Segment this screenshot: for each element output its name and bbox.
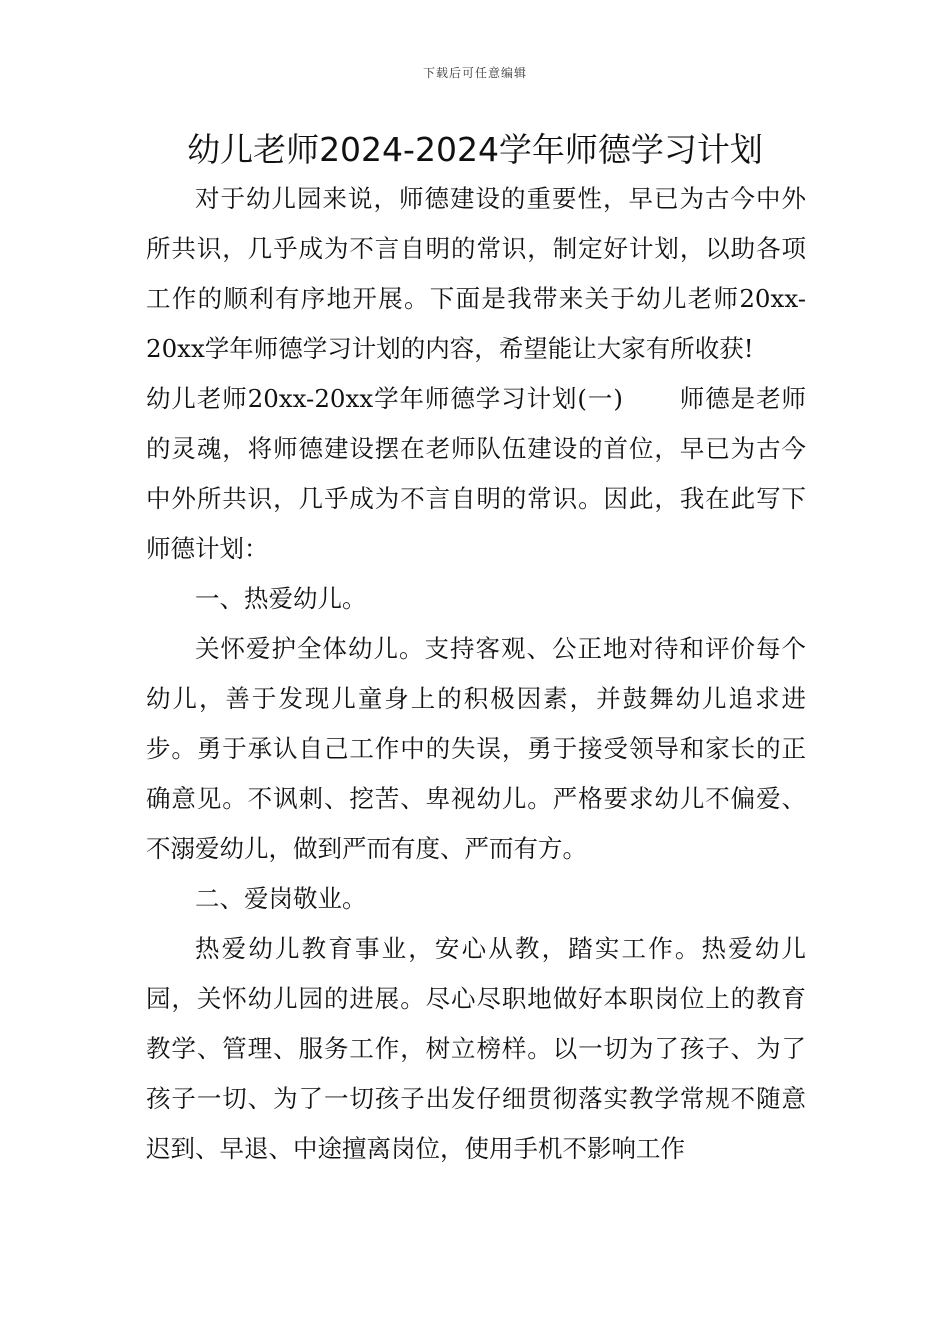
intro-paragraph: 对于幼儿园来说，师德建设的重要性，早已为古今中外所共识，几乎成为不言自明的常识，制定好计划，以助各项工作的顺利有序地开展。下面是我带来关于幼儿老师20xx-20xx学年师德学习计划的内容，希望能让大家有所收获! xyxy=(146,184,806,363)
document-body xyxy=(146,174,806,1174)
point2-paragraph: 热爱幼儿教育事业，安心从教，踏实工作。热爱幼儿园，关怀幼儿园的进展。尽心尽职地做好本职岗位上的教育教学、管理、服务工作，树立榜样。以一切为了孩子、为了孩子一切、为了一切孩子出发仔细贯彻落实教学常规不随意迟到、早退、中途擅离岗位，使用手机不影响工作 xyxy=(146,934,806,1163)
section-paragraph xyxy=(146,374,806,574)
point2-heading: 二、爱岗敬业。 xyxy=(195,884,367,913)
point1-heading: 一、热爱幼儿。 xyxy=(195,584,367,613)
section-text: 师德是老师的灵魂，将师德建设摆在老师队伍建设的首位，早已为古今中外所共识，几乎成为不言自明的常识。因此，我在此写下师德计划： xyxy=(146,384,806,563)
point1-paragraph: 关怀爱护全体幼儿。支持客观、公正地对待和评价每个幼儿，善于发现儿童身上的积极因素，并鼓舞幼儿追求进步。勇于承认自己工作中的失误，勇于接受领导和家长的正确意见。不讽刺、挖苦、卑视幼儿。严格要求幼儿不偏爱、不溺爱幼儿，做到严而有度、严而有方。 xyxy=(146,634,806,863)
document-title: 幼儿老师2024-2024学年师德学习计划 xyxy=(187,130,763,169)
section-heading: 幼儿老师20xx-20xx学年师德学习计划(一) xyxy=(146,384,623,413)
header-note: 下载后可任意编辑 xyxy=(422,66,527,80)
